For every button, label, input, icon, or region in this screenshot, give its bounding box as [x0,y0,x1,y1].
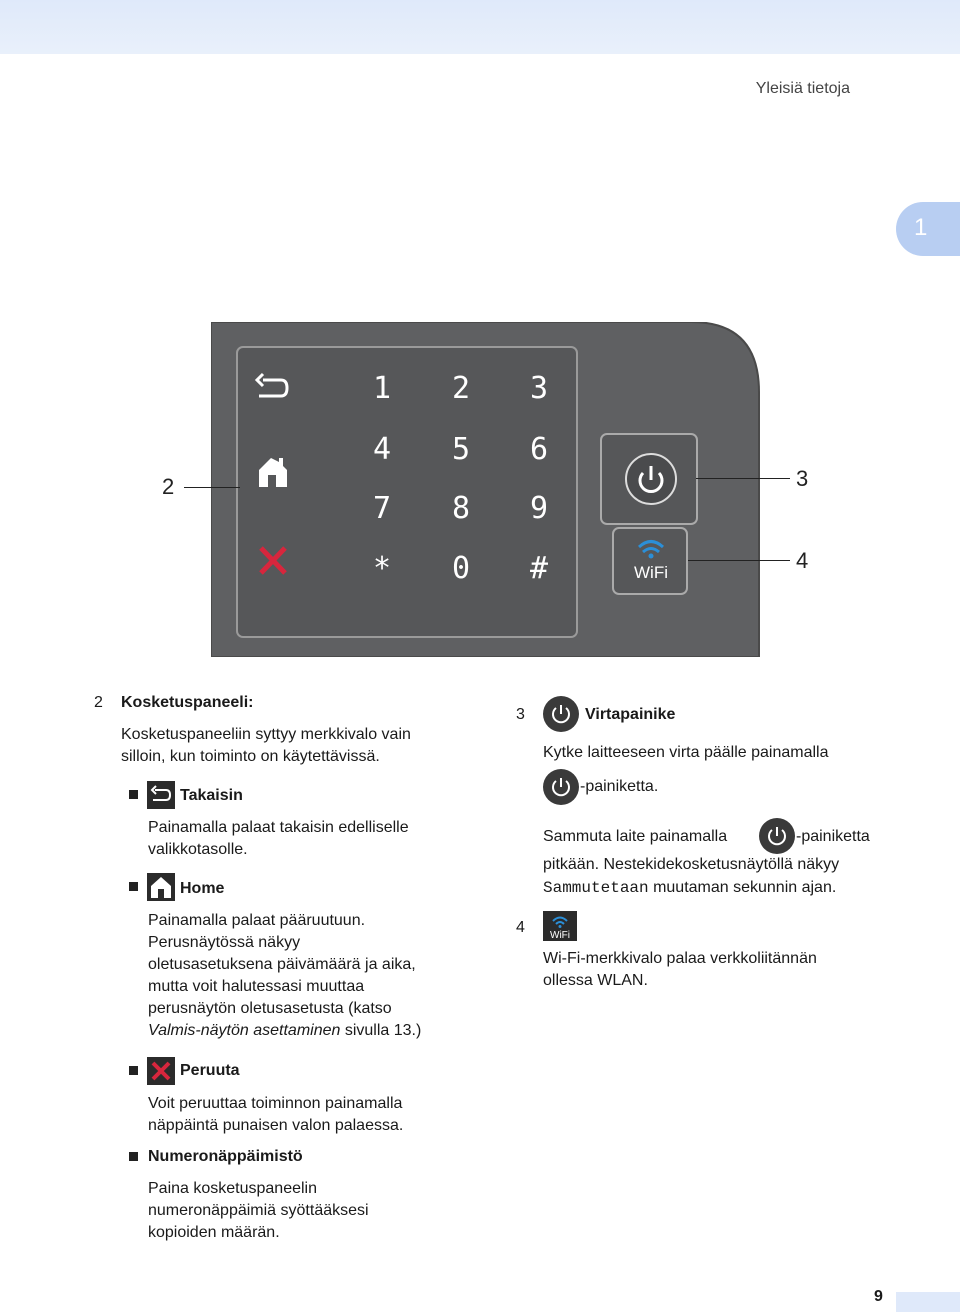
item-title: Kosketuspaneeli: [121,694,254,711]
bullet [129,882,138,891]
back-line-2: valikkotasolle. [148,841,248,858]
intro-line-2: silloin, kun toiminto on käytettävissä. [121,748,380,765]
chapter-tab [896,202,960,256]
cancel-title: Peruuta [180,1062,240,1079]
cross-reference-link[interactable]: Valmis-näytön asettaminen [148,1022,341,1039]
top-banner [0,0,960,54]
page-tab [896,1292,960,1312]
power-line-2: -painiketta. [580,778,659,795]
power-line-4: pitkään. Nestekidekosketusnäytöllä näkyy [543,856,840,873]
callout-2-line [184,487,240,488]
bullet [129,790,138,799]
callout-4: 4 [796,548,809,573]
keypad-key: 6 [529,432,549,467]
item-4-number: 4 [516,919,525,936]
control-panel-illustration [211,322,761,657]
cancel-line-1: Voit peruuttaa toiminnon painamalla [148,1095,403,1112]
power-icon [543,696,579,732]
numpad-title: Numeronäppäimistö [148,1148,303,1165]
home-title: Home [180,880,225,897]
chapter-number: 1 [914,214,928,241]
bullet [129,1152,138,1161]
keypad-key: 1 [372,371,392,406]
keypad-key: 7 [372,491,392,526]
home-line-1: Painamalla palaat pääruutuun. [148,912,366,929]
power-line-5-rest: muutaman sekunnin ajan. [648,879,837,896]
numpad-line-2: numeronäppäimiä syöttääksesi [148,1202,369,1219]
callout-3: 3 [796,466,809,491]
home-line-5: perusnäytön oletusasetusta (katso [148,1000,392,1017]
keypad-key: 9 [529,491,549,526]
item-number: 2 [94,694,103,711]
home-line-4: mutta voit halutessasi muuttaa [148,978,365,995]
keypad-key: # [529,551,549,586]
keypad-key: 3 [529,371,549,406]
callout-2: 2 [162,474,175,499]
page-reference: sivulla 13.) [340,1022,422,1039]
keypad-key: 5 [451,432,471,467]
power-line-3a: Sammuta laite painamalla [543,828,728,845]
section-title: Yleisiä tietoja [755,80,850,97]
cancel-icon [147,1057,175,1085]
keypad-key: 4 [372,432,392,467]
power-icon [759,818,795,854]
wifi-line-2: ollessa WLAN. [543,972,648,989]
page-number: 9 [874,1288,883,1305]
keypad-key: 0 [451,551,471,586]
numpad-line-1: Paina kosketuspaneelin [148,1180,318,1197]
lcd-message: Sammutetaan [543,879,649,897]
power-line-5 [543,877,836,899]
power-icon [543,769,579,805]
wifi-icon-label: WiFi [550,930,570,941]
callout-4-line [688,560,790,561]
power-line-1: Kytke laitteeseen virta päälle painamalla [543,744,829,761]
callout-3-line [696,478,790,479]
back-line-1: Painamalla palaat takaisin edelliselle [148,819,409,836]
keypad-key: * [372,551,392,586]
intro-line-1: Kosketuspaneeliin syttyy merkkivalo vain [121,726,411,743]
bullet [129,1066,138,1075]
home-line-3: oletusasetuksena päivämäärä ja aika, [148,956,416,973]
home-icon [147,873,175,901]
wifi-button [613,528,687,594]
back-icon [147,781,175,809]
numpad-line-3: kopioiden määrän. [148,1224,280,1241]
home-line-2: Perusnäytössä näkyy [148,934,301,951]
power-line-3b: -painiketta [796,828,870,845]
wifi-label: WiFi [634,563,668,582]
cancel-line-2: näppäintä punaisen valon palaessa. [148,1117,404,1134]
item-3-number: 3 [516,706,525,723]
keypad-key: 8 [451,491,471,526]
keypad-key: 2 [451,371,471,406]
home-line-6 [148,1020,421,1042]
power-title: Virtapainike [585,706,676,723]
wifi-line-1: Wi-Fi-merkkivalo palaa verkkoliitännän [543,950,817,967]
wifi-icon [543,911,577,941]
back-title: Takaisin [180,787,243,804]
